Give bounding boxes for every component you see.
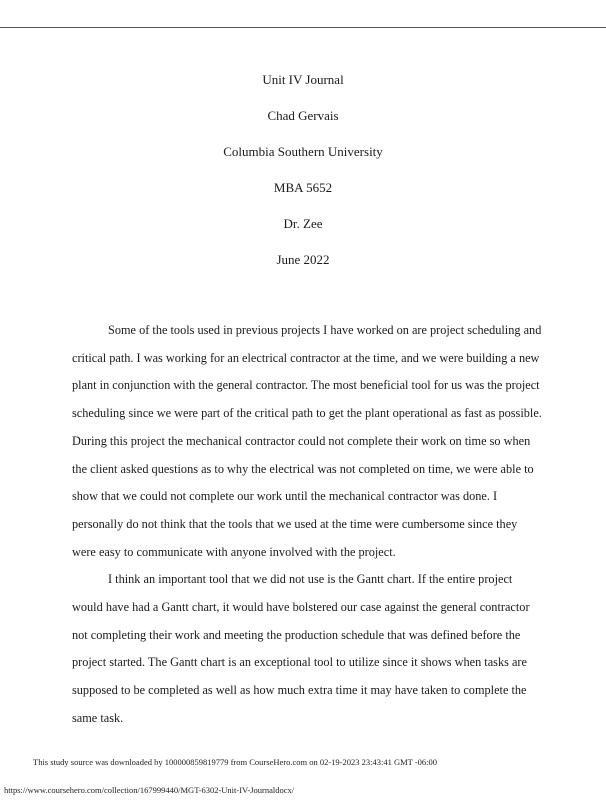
instructor-name: Dr. Zee <box>283 216 323 231</box>
course-code: MBA 5652 <box>273 180 333 195</box>
body-paragraph: Some of the tools used in previous projects I have worked on are project scheduling and critical path. I was working for an electrical contractor at the time, and we were building a new plant in conjunction with the general contractor. The most beneficial tool for us was the project scheduling since we were part of the critical path to get the plant operational as fast as possible. During this project the mechanical contractor could not complete their work on time so when the client asked questions as to why the electrical was not completed on time, we were able to show that we could not complete our work until the mechanical contractor was done. I personally do not think that the tools that we used at the time were cumbersome since they were easy to communicate with anyone involved with the project. <box>72 323 542 559</box>
body-paragraph: I think an important tool that we did not use is the Gantt chart. If the entire project would have had a Gantt chart, it would have bolstered our case against the general contractor not completing their work and meeting the production schedule that was defined before the project started. The Gantt chart is an exceptional tool to utilize since it shows when tasks are supposed to be completed as well as how much extra time it may have taken to complete the same task. <box>72 572 530 725</box>
document-date: June 2022 <box>276 252 330 267</box>
journal-body <box>72 317 542 733</box>
source-url[interactable]: https://www.coursehero.com/collection/167999440/MGT-6302-Unit-IV-Journaldocx/ <box>4 785 295 795</box>
institution-name: Columbia Southern University <box>223 144 383 159</box>
author-name: Chad Gervais <box>267 108 339 123</box>
page-top-rule <box>0 27 606 28</box>
download-notice: This study source was downloaded by 100000859819779 from CourseHero.com on 02-19-2023 23:43:41 GMT -06:00 <box>33 757 438 767</box>
document-title: Unit IV Journal <box>262 72 344 87</box>
